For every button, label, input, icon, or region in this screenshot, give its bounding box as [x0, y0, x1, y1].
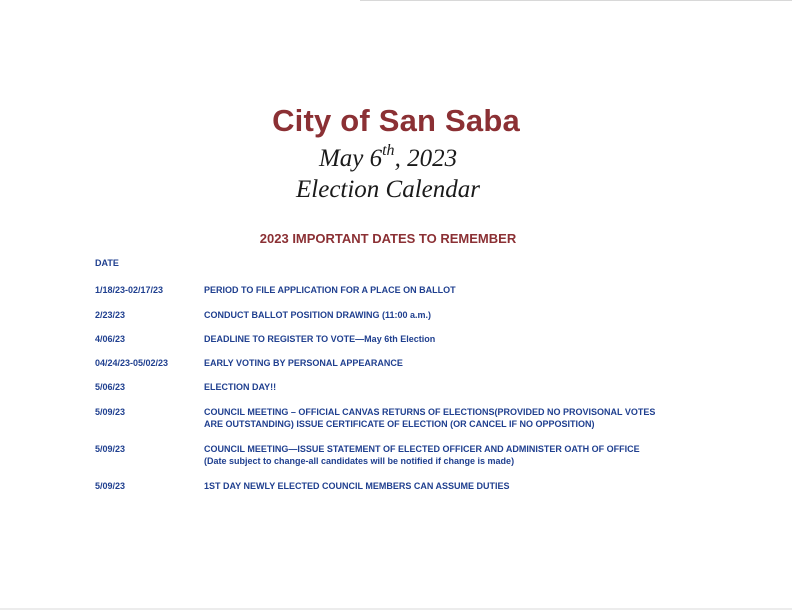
row-event-line: PERIOD TO FILE APPLICATION FOR A PLACE ON BALLOT	[204, 285, 456, 295]
row-event-line: DEADLINE TO REGISTER TO VOTE—May 6th Election	[204, 334, 436, 344]
date-column-header: DATE	[95, 258, 119, 268]
election-date-ordinal: th	[382, 142, 395, 159]
row-date: 5/09/23	[95, 481, 126, 491]
scan-edge-bottom	[0, 608, 792, 610]
row-event-line: EARLY VOTING BY PERSONAL APPEARANCE	[204, 358, 403, 368]
row-event	[204, 309, 694, 321]
row-event-line: COUNCIL MEETING – OFFICIAL CANVAS RETURNS OF ELECTIONS(PROVIDED NO PROVISONAL VOTES	[204, 407, 656, 417]
row-event	[204, 406, 694, 430]
row-date: 2/23/23	[95, 310, 126, 320]
row-event-line: ELECTION DAY!!	[204, 382, 277, 392]
row-date: 5/06/23	[95, 382, 126, 392]
row-event-line: CONDUCT BALLOT POSITION DRAWING (11:00 a.m.)	[204, 310, 432, 320]
row-event-line: (Date subject to change-all candidates will be notified if change is made)	[204, 456, 515, 466]
row-event	[204, 357, 694, 369]
row-event-line: COUNCIL MEETING—ISSUE STATEMENT OF ELECTED OFFICER AND ADMINISTER OATH OF OFFICE	[204, 444, 640, 454]
election-date-year: , 2023	[394, 145, 458, 172]
row-event	[204, 480, 694, 492]
row-date: 04/24/23-05/02/23	[95, 358, 169, 368]
row-event	[204, 333, 694, 345]
row-date: 4/06/23	[95, 334, 126, 344]
row-event	[204, 284, 694, 296]
scan-edge-top	[360, 0, 792, 1]
row-event	[204, 443, 694, 467]
section-heading: 2023 IMPORTANT DATES TO REMEMBER	[259, 231, 517, 246]
row-date: 5/09/23	[95, 407, 126, 417]
calendar-subtitle: Election Calendar	[296, 176, 480, 203]
page-title: City of San Saba	[272, 103, 520, 138]
row-date: 1/18/23-02/17/23	[95, 285, 164, 295]
row-event-line: 1ST DAY NEWLY ELECTED COUNCIL MEMBERS CAN ASSUME DUTIES	[204, 481, 510, 491]
row-event-line: ARE OUTSTANDING) ISSUE CERTIFICATE OF ELECTION (OR CANCEL IF NO OPPOSITION)	[204, 419, 595, 429]
election-date	[0, 142, 776, 173]
row-event	[204, 381, 694, 393]
election-date-month-day: May 6	[318, 145, 383, 172]
row-date: 5/09/23	[95, 444, 126, 454]
